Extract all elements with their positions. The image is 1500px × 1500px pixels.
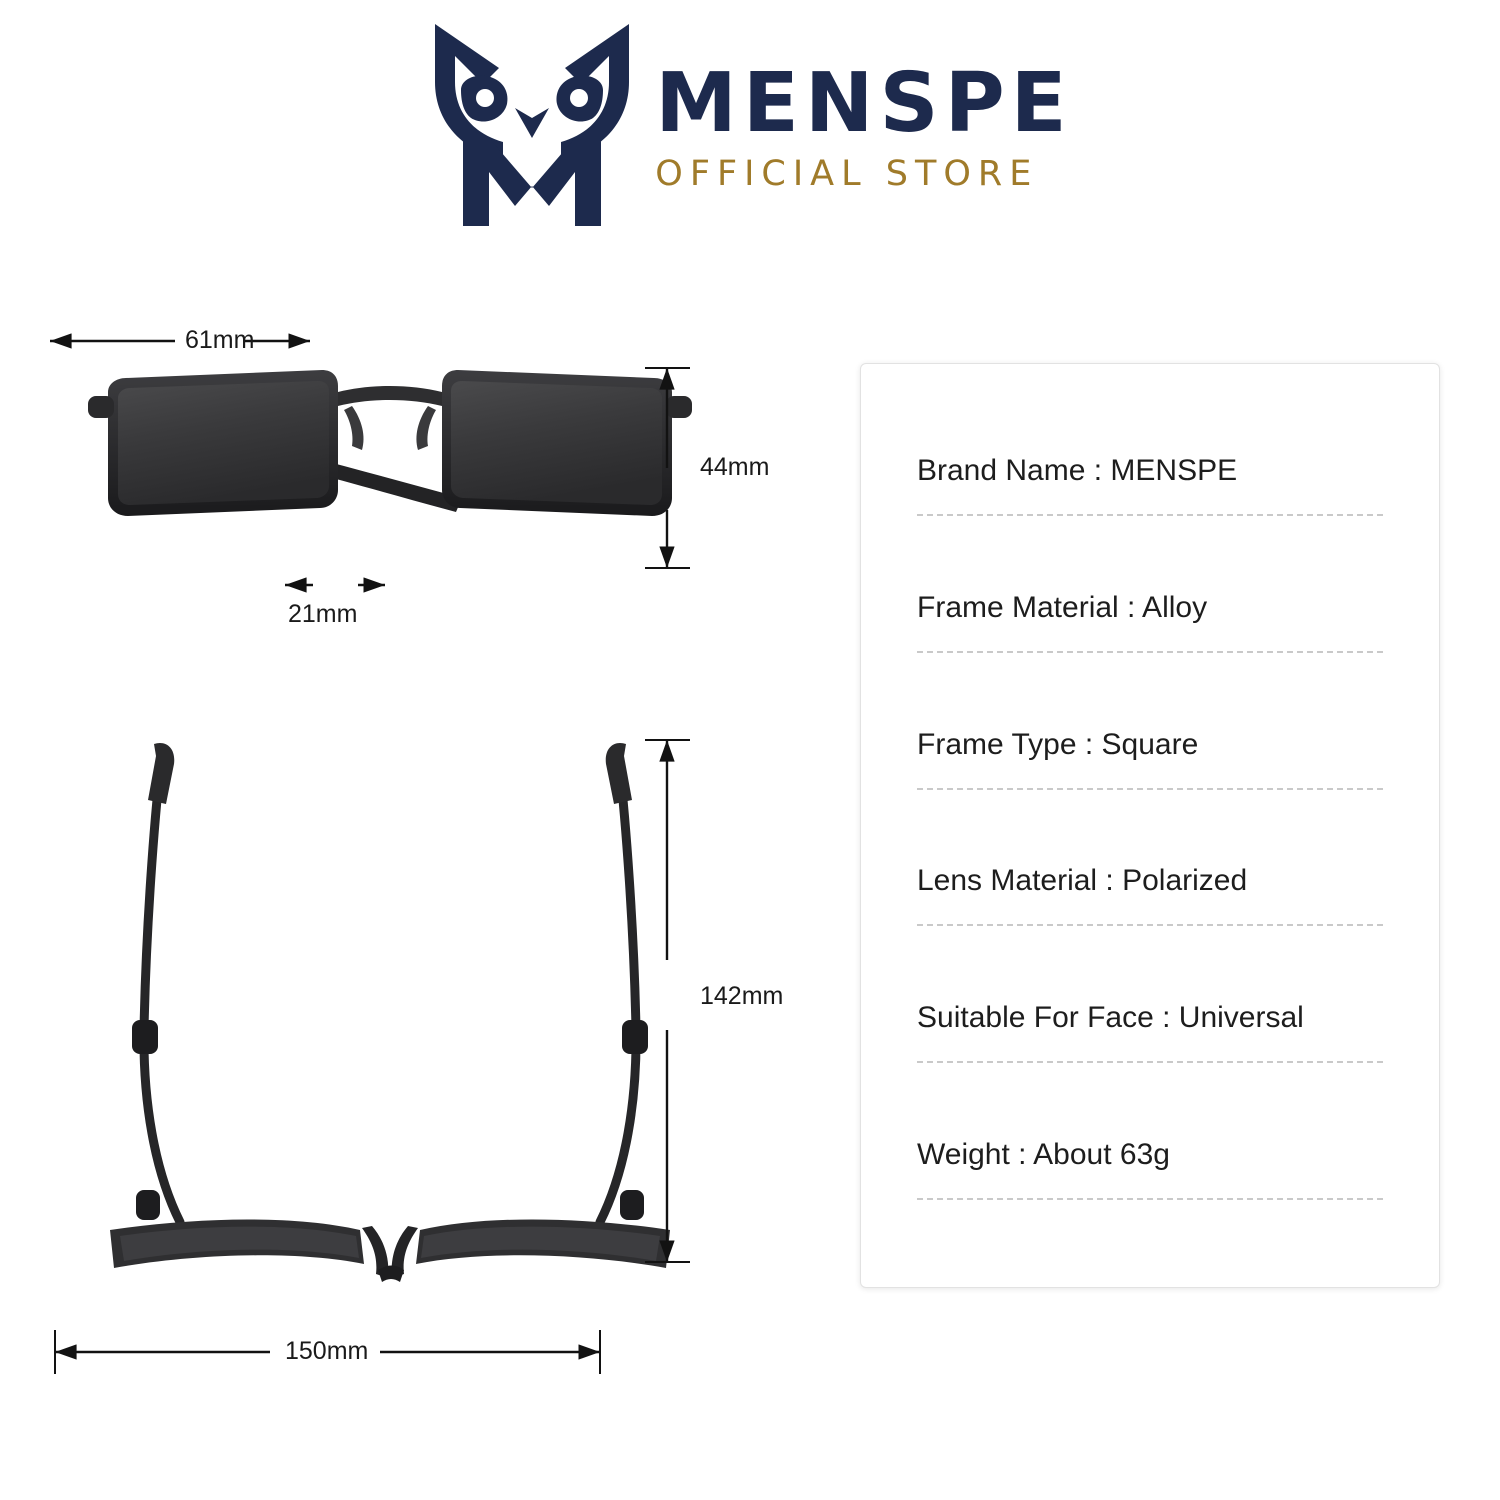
brand-name: MENSPE: [655, 56, 1073, 152]
spec-text-lens-material: Lens Material : Polarized: [917, 864, 1248, 898]
spec-row: [917, 1110, 1383, 1247]
spec-divider: [917, 1198, 1383, 1200]
dimension-label-lens-width: 61mm: [185, 326, 255, 354]
spec-text-brand-name: Brand Name : MENSPE: [917, 454, 1238, 487]
spec-divider: [917, 651, 1383, 653]
dimension-label-temple-length: 142mm: [700, 982, 784, 1010]
brand-text-block: [655, 56, 1072, 194]
spec-row: [917, 426, 1383, 563]
spec-text-weight: Weight : About 63g: [917, 1138, 1170, 1172]
spec-divider: [917, 924, 1383, 926]
spec-row: [917, 973, 1383, 1110]
spec-divider: [917, 1061, 1383, 1063]
logo-lockup: [427, 20, 1072, 230]
spec-text-suitable-for-face: Suitable For Face : Universal: [917, 1001, 1304, 1035]
spec-row: [917, 836, 1383, 973]
product-dimension-diagram: [0, 240, 850, 1500]
dimension-label-bridge: 21mm: [288, 600, 358, 628]
owl-logo-icon: [427, 20, 637, 230]
brand-header: [0, 10, 1500, 240]
spec-divider: [917, 788, 1383, 790]
dimension-label-total-width: 150mm: [285, 1337, 369, 1365]
sunglasses-top-view: [70, 730, 710, 1300]
spec-text-frame-type: Frame Type : Square: [917, 727, 1199, 761]
spec-text-frame-material: Frame Material : Alloy: [917, 590, 1208, 624]
sunglasses-front-view: [70, 340, 710, 560]
spec-row: [917, 563, 1383, 700]
brand-tagline: OFFICIAL STORE: [655, 153, 1039, 194]
dimension-label-lens-height: 44mm: [700, 453, 770, 481]
spec-row: [917, 700, 1383, 837]
specifications-card: [860, 363, 1440, 1288]
spec-divider: [917, 514, 1383, 516]
